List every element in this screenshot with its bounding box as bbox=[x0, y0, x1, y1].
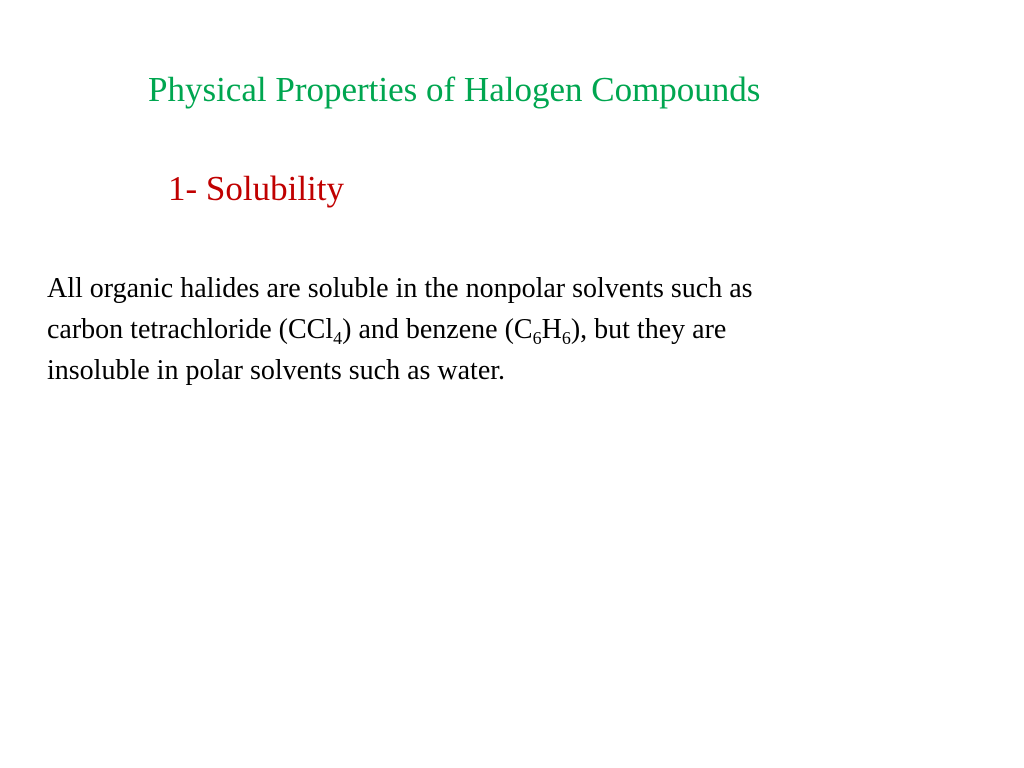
body-text-segment: carbon tetrachloride (CCl bbox=[47, 314, 334, 345]
subscript: 6 bbox=[532, 328, 542, 348]
subscript: 4 bbox=[333, 328, 343, 348]
body-text-segment: ), but they are bbox=[570, 314, 727, 345]
body-line-3: insoluble in polar solvents such as water. bbox=[47, 355, 506, 386]
body-paragraph bbox=[47, 268, 947, 391]
body-line-2 bbox=[47, 309, 947, 350]
subscript: 6 bbox=[561, 328, 571, 348]
section-heading: 1- Solubility bbox=[168, 169, 344, 208]
body-text-segment: ) and benzene (C bbox=[342, 314, 533, 345]
body-text-segment: H bbox=[541, 314, 562, 345]
body-line-1: All organic halides are soluble in the nonpolar solvents such as bbox=[47, 273, 753, 304]
slide-title: Physical Properties of Halogen Compounds bbox=[148, 70, 761, 109]
